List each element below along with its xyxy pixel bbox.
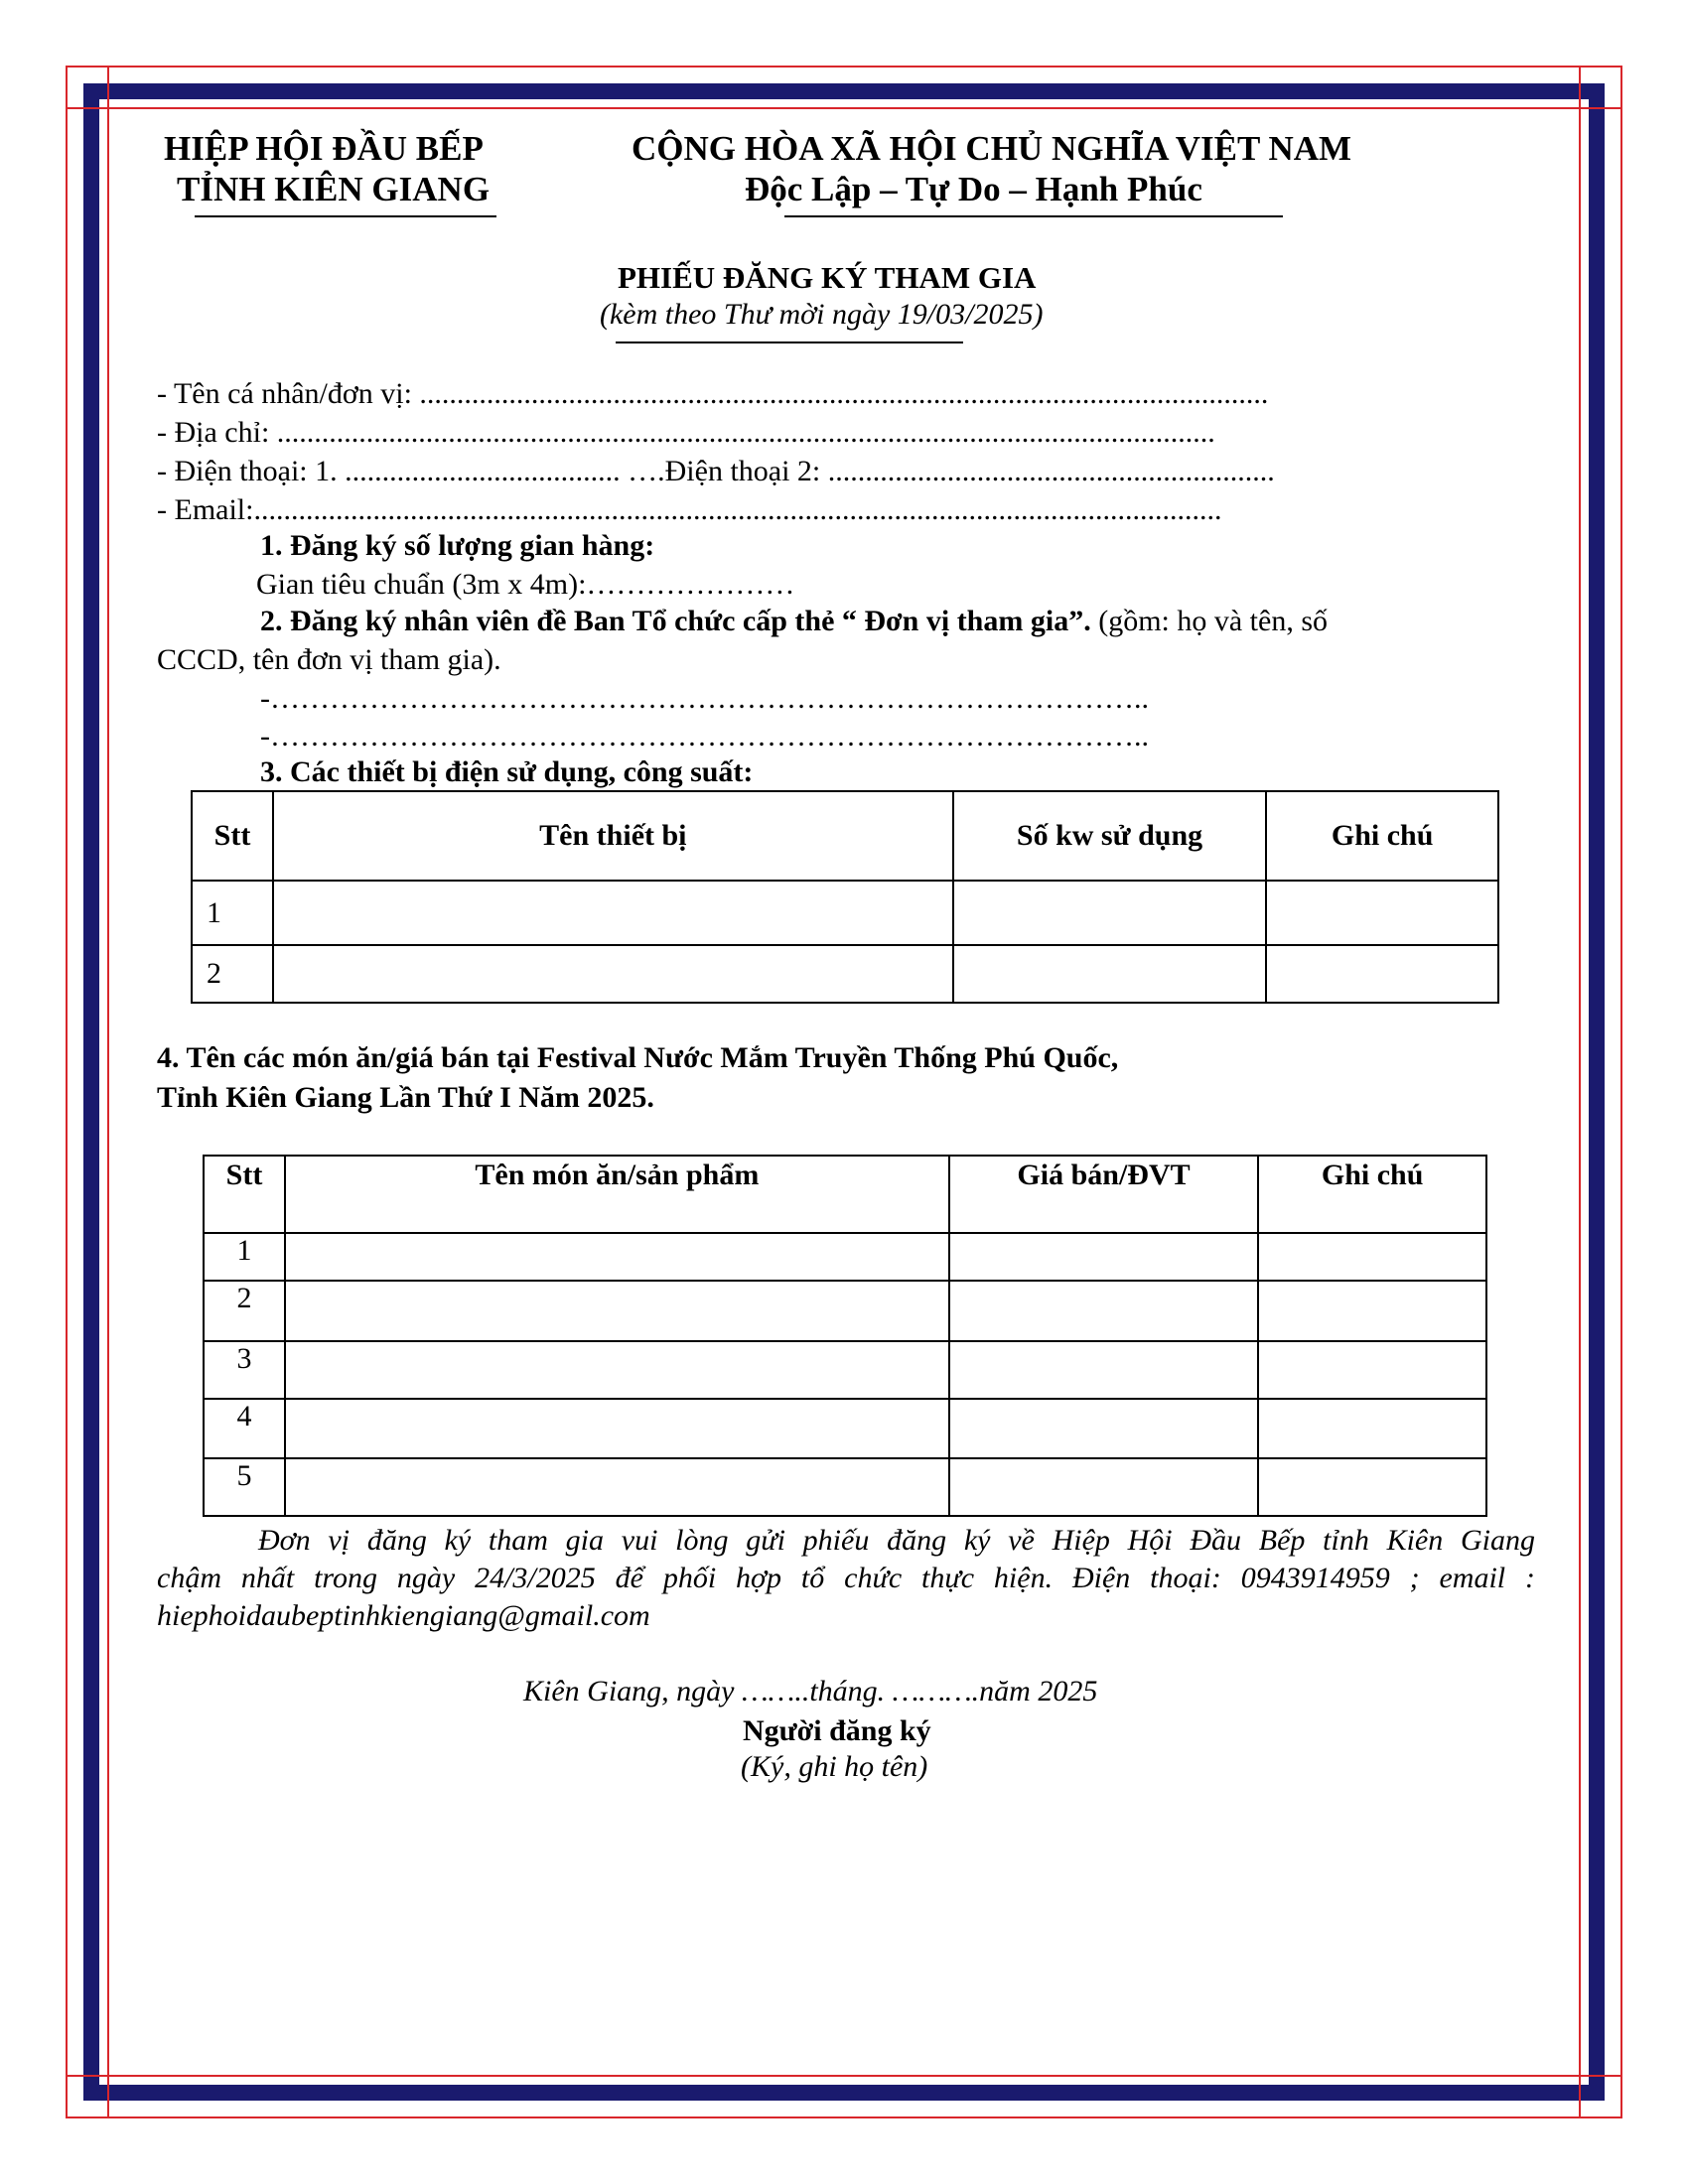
- cell-food[interactable]: [285, 1458, 949, 1516]
- row-number: 2: [192, 945, 273, 1003]
- cell-device[interactable]: [273, 945, 953, 1003]
- row-number: 4: [204, 1399, 285, 1458]
- form-subtitle: (kèm theo Thư mời ngày 19/03/2025): [600, 298, 1044, 331]
- cell-price[interactable]: [949, 1458, 1259, 1516]
- header-stt: Stt: [204, 1156, 285, 1233]
- table-row: [204, 1281, 1486, 1341]
- cell-food[interactable]: [285, 1233, 949, 1281]
- header-food-name: Tên món ăn/sản phẩm: [285, 1156, 949, 1233]
- header-note: Ghi chú: [1258, 1156, 1486, 1233]
- section4-heading-line2: Tỉnh Kiên Giang Lần Thứ I Năm 2025.: [157, 1081, 654, 1114]
- cell-note[interactable]: [1258, 1341, 1486, 1399]
- signature-role: Người đăng ký: [743, 1714, 931, 1747]
- cell-price[interactable]: [949, 1341, 1259, 1399]
- nation-name: CỘNG HÒA XÃ HỘI CHỦ NGHĨA VIỆT NAM: [632, 129, 1352, 168]
- field-address: - Địa chỉ: ..............................................................................................................................: [157, 416, 1215, 449]
- signature-date: Kiên Giang, ngày ……..tháng. ……….năm 2025: [523, 1675, 1098, 1707]
- cell-note[interactable]: [1258, 1281, 1486, 1341]
- table-header-row: [192, 791, 1498, 881]
- deadline-note-line2: chậm nhất trong ngày 24/3/2025 để phối hợp tổ chức thực hiện. Điện thoại: 0943914959 ; email :: [157, 1562, 1535, 1594]
- row-number: 3: [204, 1341, 285, 1399]
- cell-price[interactable]: [949, 1281, 1259, 1341]
- cell-kw[interactable]: [953, 945, 1267, 1003]
- food-table: [203, 1155, 1487, 1517]
- corner-ornament-tr: [1579, 66, 1622, 109]
- header-kw: Số kw sử dụng: [953, 791, 1267, 881]
- cell-price[interactable]: [949, 1233, 1259, 1281]
- org-name-line2: TỈNH KIÊN GIANG: [177, 170, 491, 208]
- cell-note[interactable]: [1266, 945, 1498, 1003]
- cell-kw[interactable]: [953, 881, 1267, 945]
- cell-note[interactable]: [1258, 1399, 1486, 1458]
- org-name-line1: HIỆP HỘI ĐẦU BẾP: [164, 129, 484, 168]
- header-device-name: Tên thiết bị: [273, 791, 953, 881]
- table-row: [204, 1341, 1486, 1399]
- title-underline: [616, 341, 963, 343]
- staff-line-1: -……………………………………………………………………………..: [260, 682, 1149, 715]
- table-row: [204, 1399, 1486, 1458]
- row-number: 1: [192, 881, 273, 945]
- section2-note-continued: CCCD, tên đơn vị tham gia).: [157, 643, 501, 676]
- cell-food[interactable]: [285, 1399, 949, 1458]
- header-stt: Stt: [192, 791, 273, 881]
- contact-email[interactable]: hiephoidaubeptinhkiengiang@gmail.com: [157, 1599, 650, 1632]
- staff-line-2: -……………………………………………………………………………..: [260, 720, 1149, 752]
- equipment-table: [191, 790, 1499, 1004]
- row-number: 2: [204, 1281, 285, 1341]
- cell-price[interactable]: [949, 1399, 1259, 1458]
- deadline-note-line1: Đơn vị đăng ký tham gia vui lòng gửi phiếu đăng ký về Hiệp Hội Đầu Bếp tỉnh Kiên Giang: [258, 1524, 1535, 1557]
- field-phone: - Điện thoại: 1. ..................................... ….Điện thoại 2: ............................................................: [157, 455, 1275, 487]
- corner-ornament-br: [1579, 2075, 1622, 2118]
- table-row: [204, 1458, 1486, 1516]
- row-number: 1: [204, 1233, 285, 1281]
- table-row: [192, 881, 1498, 945]
- header-note: Ghi chú: [1266, 791, 1498, 881]
- cell-note[interactable]: [1258, 1458, 1486, 1516]
- section4-heading-line1: 4. Tên các món ăn/giá bán tại Festival Nước Mắm Truyền Thống Phú Quốc,: [157, 1041, 1119, 1074]
- cell-note[interactable]: [1266, 881, 1498, 945]
- field-name: - Tên cá nhân/đơn vị: ..................................................................................................................: [157, 377, 1269, 410]
- table-row: [192, 945, 1498, 1003]
- section2-heading-line: [260, 602, 1328, 641]
- row-number: 5: [204, 1458, 285, 1516]
- org-underline: [195, 215, 496, 217]
- signature-hint: (Ký, ghi họ tên): [741, 1750, 928, 1783]
- section2-note: (gồm: họ và tên, số: [1090, 605, 1329, 637]
- corner-ornament-bl: [66, 2075, 109, 2118]
- cell-food[interactable]: [285, 1341, 949, 1399]
- motto-underline: [784, 215, 1283, 217]
- section1-heading: 1. Đăng ký số lượng gian hàng:: [260, 529, 655, 562]
- section2-heading: 2. Đăng ký nhân viên đề Ban Tổ chức cấp thẻ “ Đơn vị tham gia”.: [260, 605, 1091, 637]
- cell-note[interactable]: [1258, 1233, 1486, 1281]
- nation-motto: Độc Lập – Tự Do – Hạnh Phúc: [745, 170, 1202, 208]
- table-header-row: [204, 1156, 1486, 1233]
- form-title: PHIẾU ĐĂNG KÝ THAM GIA: [618, 260, 1037, 295]
- header-price: Giá bán/ĐVT: [949, 1156, 1259, 1233]
- field-email: - Email:..................................................................................................................................: [157, 493, 1222, 526]
- table-row: [204, 1233, 1486, 1281]
- section3-heading: 3. Các thiết bị điện sử dụng, công suất:: [260, 755, 754, 788]
- cell-food[interactable]: [285, 1281, 949, 1341]
- corner-ornament-tl: [66, 66, 109, 109]
- cell-device[interactable]: [273, 881, 953, 945]
- booth-line: Gian tiêu chuẩn (3m x 4m):…………………: [256, 568, 795, 601]
